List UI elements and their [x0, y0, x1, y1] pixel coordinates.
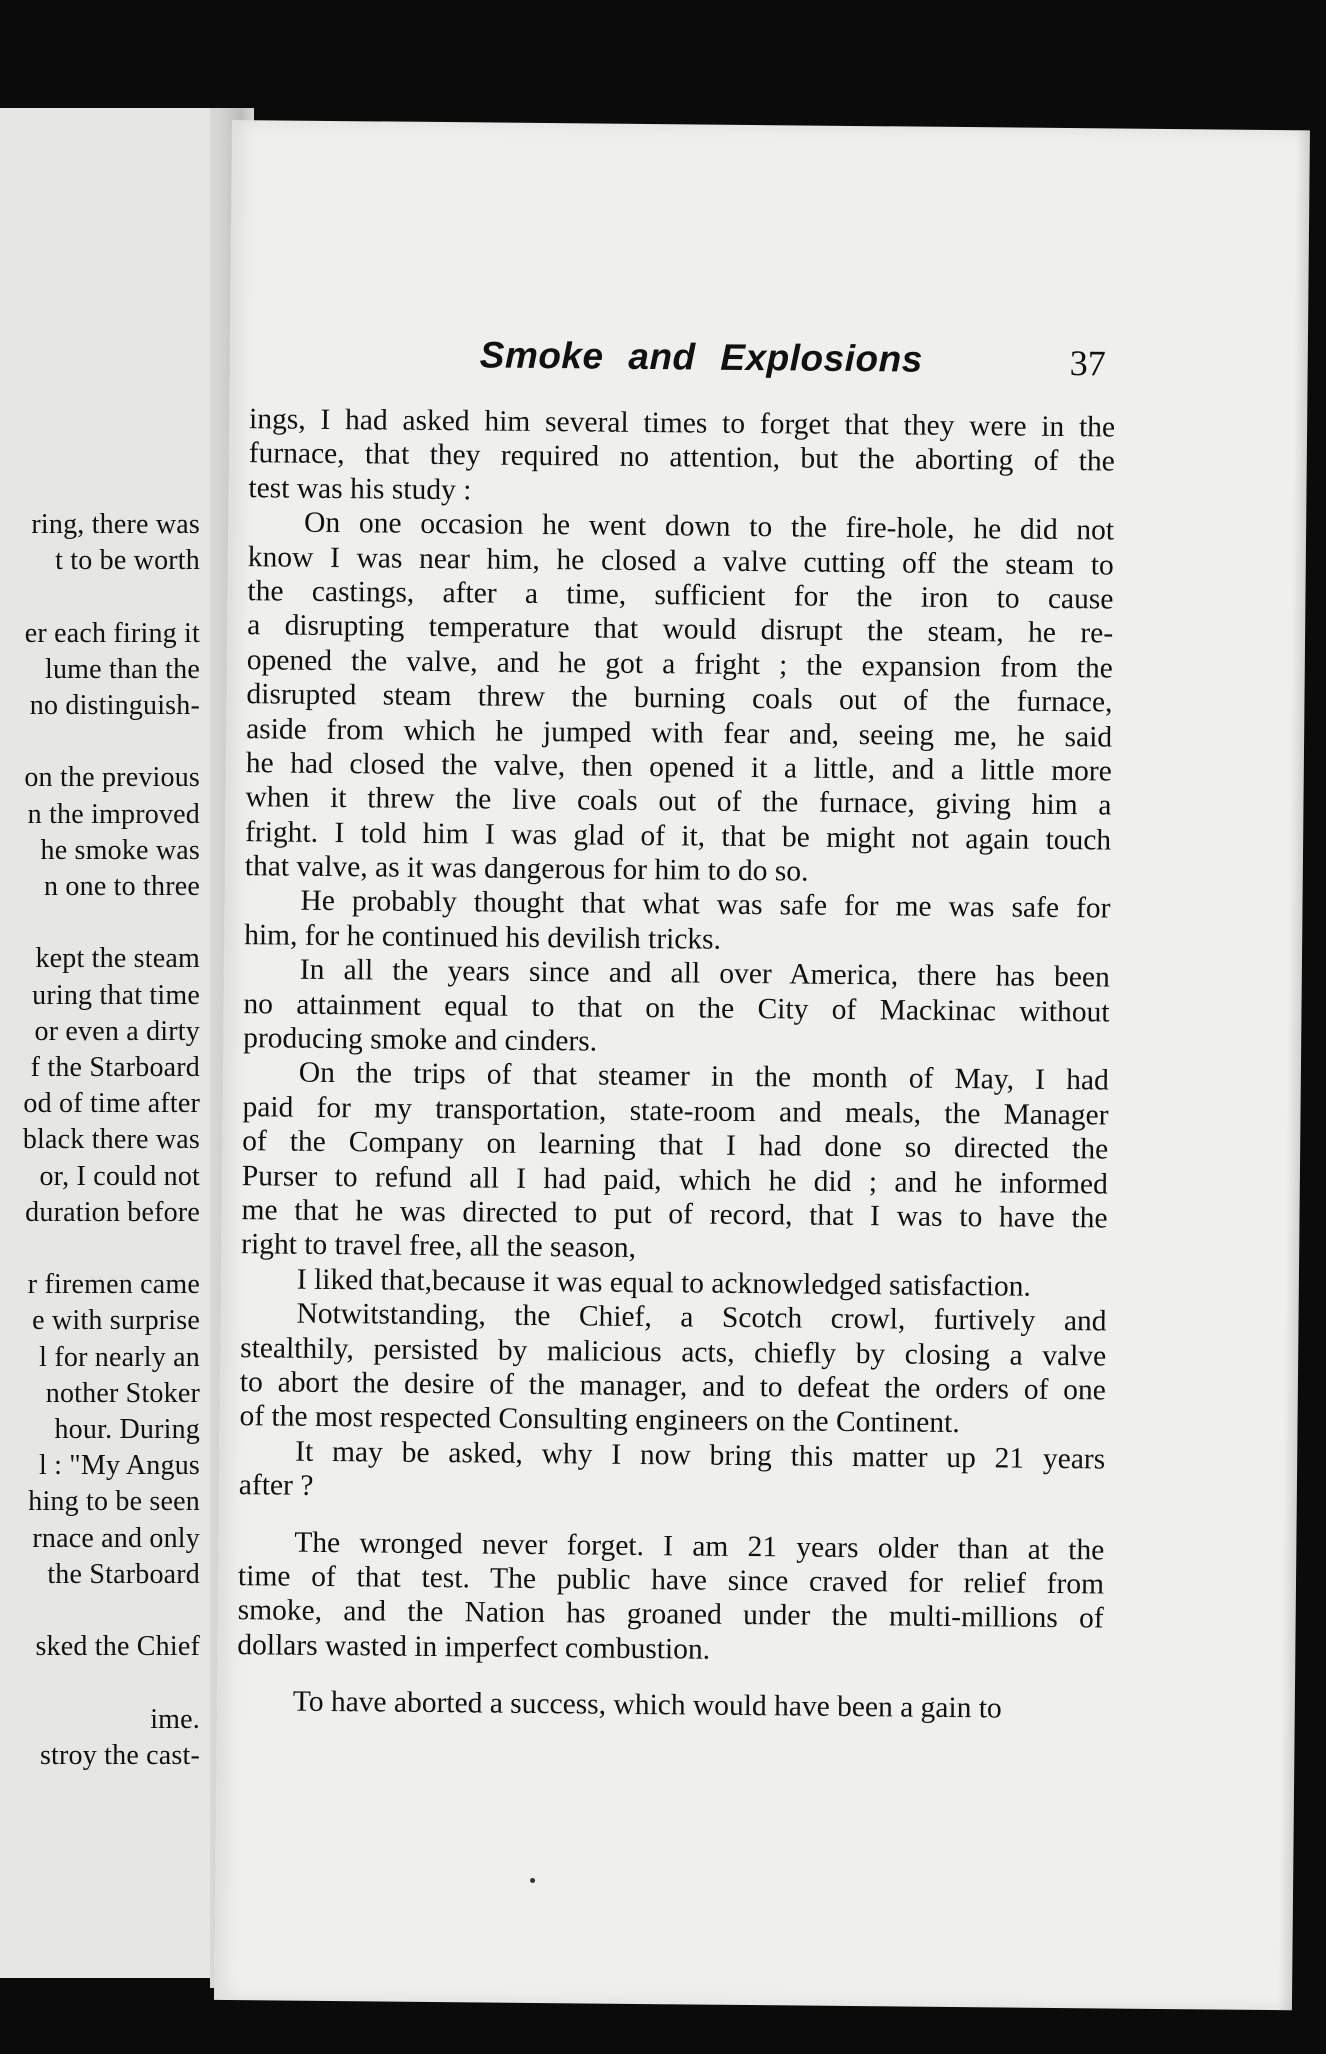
- left-page-line: lume than the: [44, 653, 200, 685]
- left-page-line: nother Stoker: [45, 1377, 200, 1409]
- left-page-line: r firemen came: [27, 1269, 200, 1301]
- text-line: me that he was directed to put of record, that I was to have the: [241, 1194, 1108, 1235]
- text-line: disrupted steam threw the burning coals out of the furnace,: [246, 678, 1113, 719]
- left-page-line: duration before: [25, 1196, 200, 1228]
- paragraph: [237, 1525, 1104, 1671]
- text-line: a disrupting temperature that would disrupt the steam, he re-: [246, 609, 1114, 650]
- text-line: I liked that,because it was equal to acknowledged satisfaction.: [296, 1263, 1031, 1303]
- left-page-line: uring that time: [32, 979, 200, 1011]
- paragraph: [239, 1434, 1106, 1511]
- text-line: ings, I had asked him several times to forget that they were in the: [248, 403, 1116, 444]
- print-speck: [530, 1878, 535, 1883]
- text-line: In all the years since and all over America, there has been: [299, 953, 1110, 994]
- left-page-line: stroy the cast-: [39, 1739, 200, 1771]
- text-line: stealthily, persisted by malicious acts, chiefly by closing a valve: [240, 1331, 1107, 1372]
- left-page-line: e with surprise: [32, 1305, 200, 1337]
- text-line: smoke, and the Nation has groaned under the multi-millions of: [237, 1594, 1104, 1635]
- left-page-line: od of time after: [23, 1088, 200, 1120]
- paragraph: [237, 1684, 1103, 1727]
- left-page-line: l for nearly an: [39, 1341, 200, 1373]
- text-line: know I was near him, he closed a valve cutting off the steam to: [247, 540, 1114, 582]
- paragraph: [243, 952, 1110, 1063]
- left-page-line: or, I could not: [39, 1160, 200, 1192]
- text-line: On the trips of that steamer in the month of May, I had: [298, 1057, 1109, 1097]
- left-page-line: sked the Chief: [35, 1631, 200, 1663]
- text-line: when it threw the live coals out of the furnace, giving him a: [245, 781, 1112, 822]
- text-line: The wronged never forget. I am 21 years older than at the: [294, 1526, 1105, 1566]
- text-line: of the most respected Consulting engineers on the Continent.: [239, 1400, 960, 1440]
- left-page-line: hour. During: [54, 1414, 200, 1445]
- text-line: dollars wasted in imperfect combustion.: [237, 1628, 711, 1666]
- text-line: test was his study :: [248, 471, 472, 507]
- text-line: Notwitstanding, the Chief, a Scotch crowl, furtively and: [296, 1297, 1107, 1338]
- left-page-line: he smoke was: [40, 834, 200, 866]
- left-page-line: ime.: [150, 1703, 200, 1735]
- paragraph: [239, 1296, 1106, 1442]
- left-page-line: kept the steam: [35, 943, 200, 975]
- left-page-line: n one to three: [44, 871, 200, 902]
- text-line: He probably thought that what was safe for me was safe for: [300, 885, 1111, 925]
- text-line: no attainment equal to that on the City of Mackinac without: [243, 987, 1110, 1029]
- text-line: paid for my transportation, state-room and meals, the Manager: [242, 1090, 1109, 1132]
- page-edge-shadow: [1278, 130, 1310, 2010]
- left-page-line: the Starboard: [47, 1558, 200, 1590]
- text-line: To have aborted a success, which would have been a gain to: [292, 1685, 1002, 1725]
- left-page-line: er each firing it: [24, 617, 200, 649]
- text-line: after ?: [238, 1469, 314, 1502]
- text-line: the castings, after a time, sufficient for the iron to cause: [247, 575, 1114, 616]
- left-page-line: f the Starboard: [30, 1052, 200, 1083]
- text-line: he had closed the valve, then opened it a little, and a little more: [245, 747, 1112, 788]
- text-line: time of that test. The public have since craved for relief from: [237, 1560, 1105, 1601]
- text-line: fright. I told him I was glad of it, that be might not again touch: [245, 815, 1112, 857]
- left-page-line: or even a dirty: [34, 1015, 200, 1047]
- left-page-line: no distinguish-: [29, 690, 200, 721]
- running-head-title: Smoke and Explosions: [479, 334, 923, 380]
- text-line: Purser to refund all I had paid, which he did ; and he informed: [241, 1159, 1108, 1201]
- left-page-line: l : "My Angus: [38, 1450, 200, 1482]
- text-line: aside from which he jumped with fear and, seeing me, he said: [246, 712, 1113, 753]
- paragraph: [241, 1056, 1109, 1271]
- text-line: him, for he continued his devilish tricks.: [244, 919, 722, 956]
- text-line: On one occasion he went down to the fire-hole, he did not: [303, 506, 1115, 547]
- text-line: that valve, as it was dangerous for him to do so.: [244, 850, 809, 888]
- text-line: right to travel free, all the season,: [241, 1228, 637, 1265]
- left-page-line: rnace and only: [32, 1522, 200, 1554]
- right-page: [214, 120, 1310, 2010]
- text-line: producing smoke and cinders.: [243, 1022, 598, 1058]
- paragraph: [248, 402, 1115, 513]
- left-page-line: ring, there was: [31, 509, 200, 540]
- left-page-line: hing to be seen: [28, 1486, 200, 1518]
- text-line: of the Company on learning that I had done so directed the: [242, 1125, 1109, 1166]
- text-line: to abort the desire of the manager, and to defeat the orders of one: [239, 1366, 1106, 1407]
- body-text: [237, 402, 1116, 1727]
- paragraph: [245, 505, 1115, 892]
- left-page-line: n the improved: [27, 798, 200, 830]
- page-number: 37: [1069, 343, 1106, 384]
- text-line: furnace, that they required no attention, but the aborting of the: [248, 437, 1115, 478]
- paragraph: [244, 884, 1111, 961]
- left-page-line: black there was: [22, 1124, 200, 1156]
- left-page-line: on the previous: [24, 762, 200, 794]
- running-head: [229, 332, 1307, 392]
- left-facing-page: [0, 108, 236, 1978]
- text-line: opened the valve, and he got a fright ; the expansion from the: [246, 643, 1113, 685]
- text-line: It may be asked, why I now bring this matter up 21 years: [295, 1435, 1106, 1476]
- left-page-line: t to be worth: [55, 545, 200, 577]
